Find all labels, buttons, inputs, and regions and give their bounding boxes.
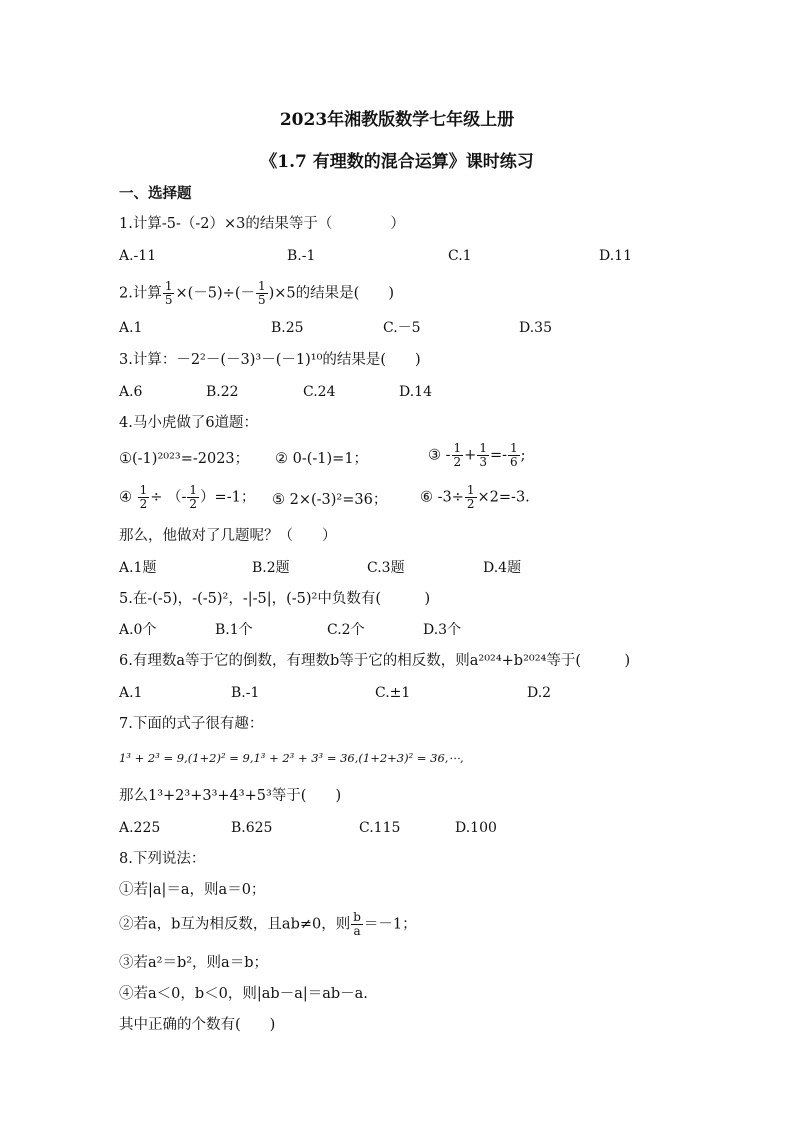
q2-text-a: 2.计算 [119,285,162,302]
q4-option-b: B.2题 [252,560,290,576]
q5-option-b: B.1个 [215,622,253,638]
q4-item-2: ② 0-(-1)=1； [275,451,369,467]
fraction-numerator: 1 [257,279,266,293]
q1-option-a: A.-11 [119,248,157,264]
fraction-denominator: 6 [510,455,518,469]
q3-option-d: D.14 [399,384,432,400]
fraction-numerator: 1 [139,483,148,497]
fraction [477,442,489,469]
q4-item3-text-a: ③ - [428,447,451,464]
fraction [256,280,268,307]
q2-option-b: B.25 [271,320,304,336]
fraction [465,484,477,511]
fraction [508,442,520,469]
q3-option-b: B.22 [206,384,239,400]
fraction-numerator: 1 [510,441,518,455]
fraction [452,442,464,469]
fraction-denominator: 5 [257,293,266,307]
q6-option-b: B.-1 [231,685,260,701]
q4-item-3 [428,442,526,469]
fraction-denominator: 2 [466,497,475,511]
question-8-stem: 8.下列说法： [119,851,206,867]
fraction [187,484,199,511]
q8-statement-2 [119,911,417,938]
q4-option-c: C.3题 [367,560,405,576]
q8-s2-text-a: ②若a，b互为相反数，且ab≠0，则 [119,916,351,933]
q1-option-c: C.1 [448,248,472,264]
fraction-numerator: 1 [189,483,198,497]
question-7-stem: 7.下面的式子很有趣： [119,716,264,732]
q4-item-5: ⑤ 2×(-3)²=36； [272,492,388,508]
q7-formula: 1³ + 2³ = 9,(1+2)² = 9,1³ + 2³ + 3³ = 36,(1+2+3)² = 36,⋯, [119,751,464,765]
q8-statement-3: ③若a²＝b²，则a＝b； [119,955,268,971]
fraction-denominator: 3 [479,455,487,469]
fraction-denominator: 5 [164,293,173,307]
fraction-denominator: 2 [453,455,462,469]
q2-option-d: D.35 [519,320,552,336]
fraction [351,911,363,938]
question-6-stem: 6.有理数a等于它的倒数，有理数b等于它的相反数，则a²⁰²⁴+b²⁰²⁴等于( ) [119,653,631,669]
q3-option-a: A.6 [119,384,143,400]
fraction-denominator: a [353,924,361,938]
q6-option-d: D.2 [527,685,552,701]
q7-question: 那么1³+2³+3³+4³+5³等于( ) [119,788,342,804]
fraction-denominator: 2 [139,497,148,511]
q8-statement-1: ①若|a|＝a，则a＝0； [119,882,266,898]
q6-option-c: C.±1 [375,685,411,701]
q7-option-a: A.225 [119,820,161,836]
q4-item-4 [119,484,255,511]
question-1-stem: 1.计算-5-（-2）×3的结果等于（ ） [119,216,405,232]
q4-option-a: A.1题 [119,560,157,576]
q4-item3-text-c: =- [489,447,508,464]
q5-option-c: C.2个 [327,622,365,638]
fraction [163,280,175,307]
q1-option-b: B.-1 [287,248,316,264]
q6-option-a: A.1 [119,685,143,701]
q5-option-a: A.0个 [119,622,157,638]
q4-option-d: D.4题 [483,560,522,576]
q8-statement-4: ④若a＜0，b＜0，则|ab－a|＝ab－a. [119,986,368,1002]
q4-item6-text-a: ⑥ -3÷ [420,489,464,506]
section-heading: 一、选择题 [119,185,192,202]
document-subtitle: 《1.7 有理数的混合运算》课时练习 [260,152,534,172]
q7-option-b: B.625 [231,820,273,836]
q3-option-c: C.24 [303,384,336,400]
fraction-numerator: b [353,910,361,924]
q4-item3-text-d: ; [520,447,526,464]
q7-option-d: D.100 [455,820,497,836]
question-5-stem: 5.在-(-5)，-(-5)²，-|-5|，(-5)²中负数有( ) [119,591,431,607]
fraction [138,484,150,511]
q2-text-b: ×(－5)÷(－ [175,285,255,302]
question-2-stem [119,280,394,307]
q2-text-c: )×5的结果是( ) [268,285,394,302]
q8-s2-text-b: ＝－1； [363,916,417,933]
q8-question: 其中正确的个数有( ) [119,1017,276,1033]
question-4-stem: 4.马小虎做了6道题： [119,415,259,431]
q4-item3-text-b: + [464,447,477,464]
q4-item-1: ①(-1)²⁰²³=-2023； [119,451,250,467]
q2-option-a: A.1 [119,320,143,336]
q4-item4-text-c: ）=-1； [200,489,256,506]
fraction-numerator: 1 [164,279,173,293]
q4-item4-text-a: ④ [119,489,132,506]
q4-item6-text-b: ×2=-3. [477,489,530,506]
fraction-denominator: 2 [189,497,198,511]
fraction-numerator: 1 [466,483,475,497]
fraction-numerator: 1 [453,441,462,455]
q7-option-c: C.115 [359,820,401,836]
q2-option-c: C.－5 [383,320,421,336]
question-3-stem: 3.计算：－2²－(－3)³－(－1)¹⁰的结果是( ) [119,352,421,368]
fraction-numerator: 1 [479,441,487,455]
q5-option-d: D.3个 [423,622,462,638]
q4-question: 那么，他做对了几题呢？（ ） [119,528,337,544]
q1-option-d: D.11 [599,248,632,264]
document-title: 2023年湘教版数学七年级上册 [279,110,515,130]
q4-item-6 [420,484,530,511]
q4-item4-text-b: ÷ （- [150,489,187,506]
